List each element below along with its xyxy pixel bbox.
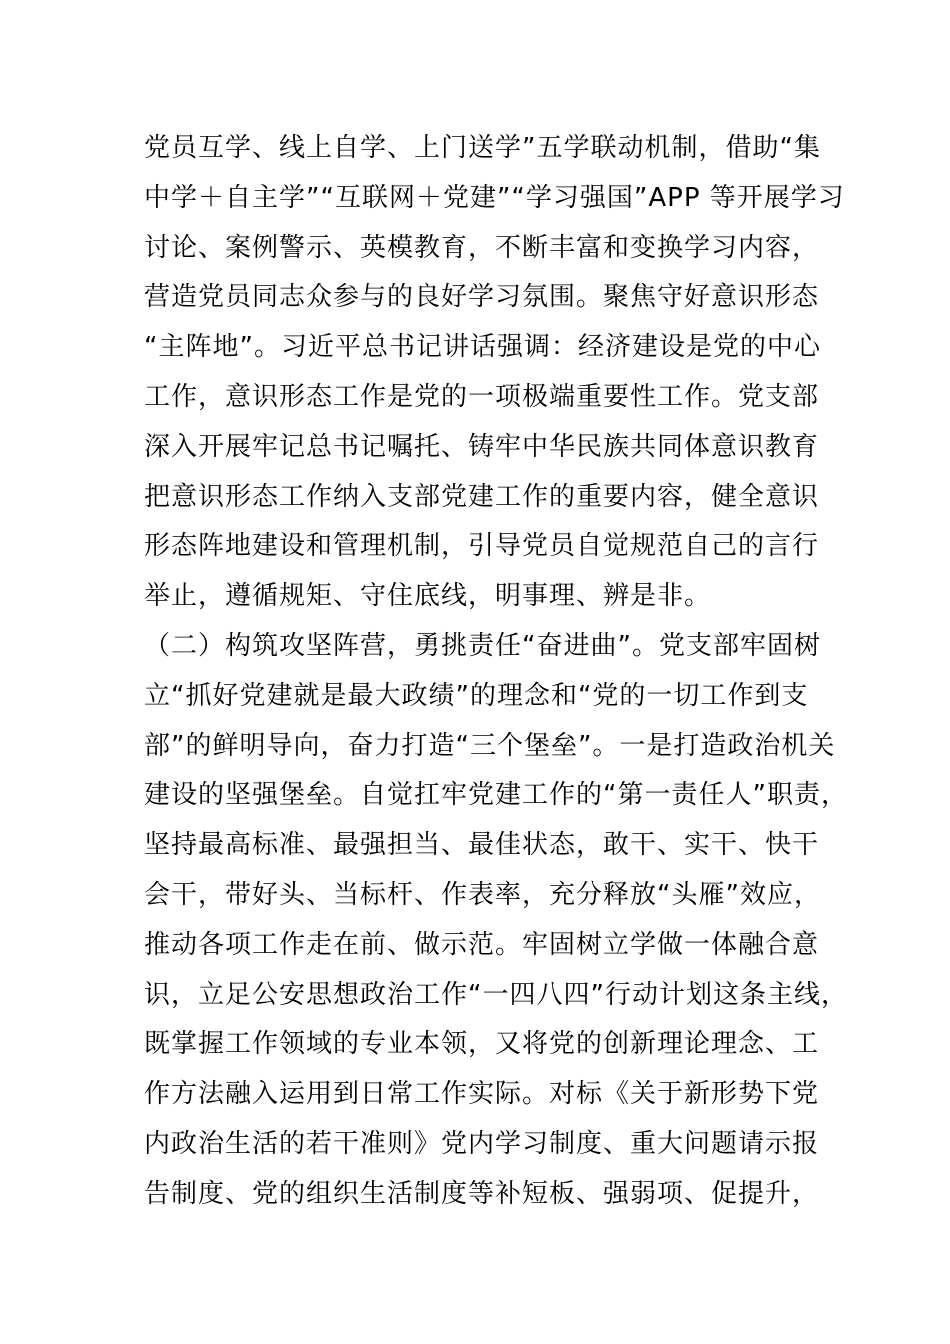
- text-line: 党员互学、线上自学、上门送学”五学联动机制，借助“集: [144, 133, 821, 163]
- text-line: 会干，带好头、当标杆、作表率，充分释放“头雁”效应，: [144, 879, 821, 910]
- text-line: 深入开展牢记总书记嘱托、铸牢中华民族共同体意识教育: [144, 431, 820, 462]
- text-line: 举止，遵循规矩、守住底线，明事理、辨是非。: [144, 581, 712, 612]
- text-line: “主阵地”。习近平总书记讲话强调：经济建设是党的中心: [144, 332, 821, 363]
- text-line: 营造党员同志众参与的良好学习氛围。聚焦守好意识形态: [144, 282, 820, 313]
- text-line: 告制度、党的组织生活制度等补短板、强弱项、促提升，: [144, 1178, 820, 1209]
- text-line: 形态阵地建设和管理机制，引导党员自觉规范自己的言行: [144, 531, 820, 562]
- text-line: 推动各项工作走在前、做示范。牢固树立学做一体融合意: [144, 929, 820, 960]
- text-line: 部”的鲜明导向，奋力打造“三个堡垒”。一是打造政治机关: [144, 730, 836, 761]
- text-line: 立“抓好党建就是最大政绩”的理念和“党的一切工作到支: [144, 680, 809, 711]
- text-line: 工作，意识形态工作是党的一项极端重要性工作。党支部: [144, 381, 820, 412]
- text-line: 坚持最高标准、最强担当、最佳状态，敢干、实干、快干: [144, 830, 820, 861]
- text-line: 作方法融入运用到日常工作实际。对标《关于新形势下党: [144, 1079, 820, 1110]
- text-line: 中学＋自主学”“互联网＋党建”“学习强国”APP 等开展学习: [144, 182, 845, 213]
- text-line: 内政治生活的若干准则》党内学习制度、重大问题请示报: [144, 1128, 820, 1159]
- text-line: 把意识形态工作纳入支部党建工作的重要内容，健全意识: [144, 481, 820, 512]
- text-line: 讨论、案例警示、英模教育，不断丰富和变换学习内容，: [144, 232, 820, 263]
- text-line: 建设的坚强堡垒。自觉扛牢党建工作的“第一责任人”职责，: [144, 780, 848, 811]
- body-text: [144, 124, 848, 1220]
- section-heading-line: （二）构筑攻坚阵营，勇挑责任“奋进曲”。党支部牢固树: [144, 630, 821, 661]
- text-line: 既掌握工作领域的专业本领，又将党的创新理论理念、工: [144, 1029, 820, 1060]
- text-line: 识，立足公安思想政治工作“一四八四”行动计划这条主线，: [144, 979, 848, 1010]
